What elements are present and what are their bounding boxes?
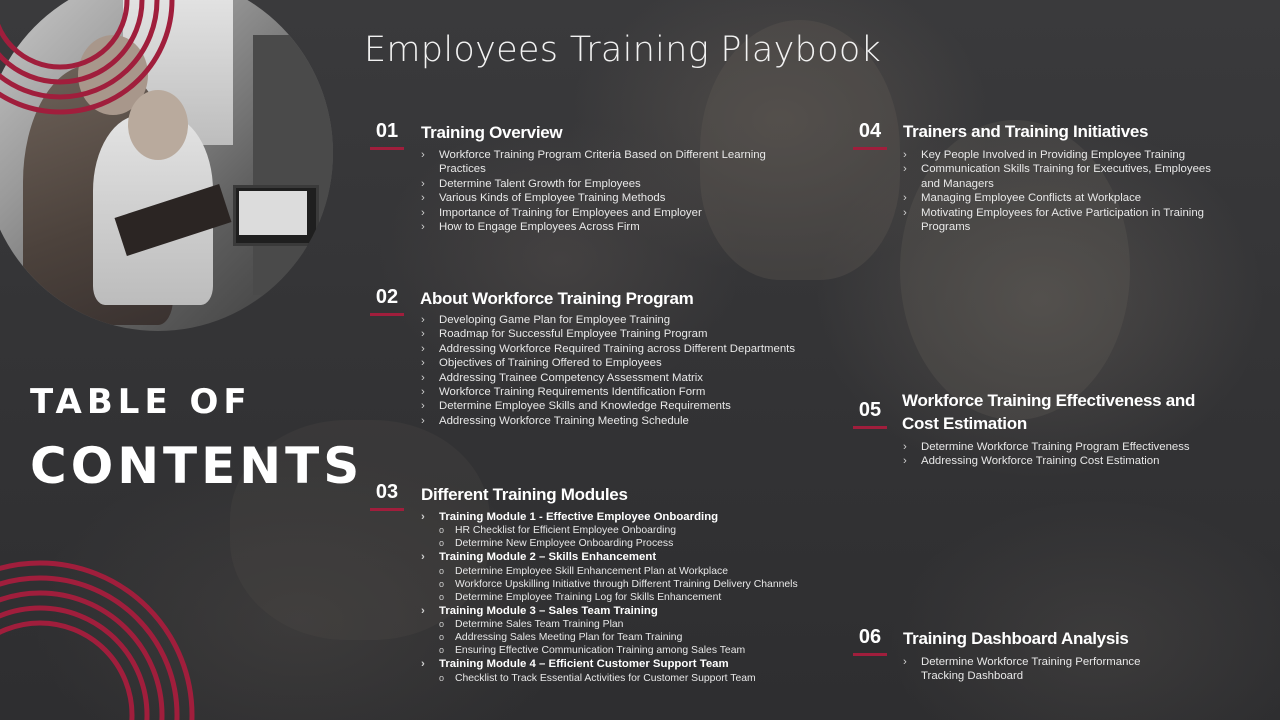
list-item: › Determine Workforce Training Performance Tracking Dashboard [903,655,1173,684]
section-underline [370,313,404,316]
list-item: › Motivating Employees for Active Participation in Training Programs [903,206,1223,235]
list-item: › Various Kinds of Employee Training Methods [421,191,781,205]
sub-item: o Addressing Sales Meeting Plan for Team Training [421,631,841,644]
section-heading: Training Dashboard Analysis [903,629,1129,648]
list-item: › Objectives of Training Offered to Employees [421,356,841,370]
section-underline [853,653,887,656]
list-item: › Communication Skills Training for Executives, Employees and Managers [903,162,1223,191]
list-item: › Developing Game Plan for Employee Training [421,313,841,327]
section-underline [370,147,404,150]
list-item: › Roadmap for Successful Employee Training Program [421,327,841,341]
section-heading: Different Training Modules [421,485,628,504]
list-item: › Determine Talent Growth for Employees [421,177,781,191]
sub-item: o Checklist to Track Essential Activities for Customer Support Team [421,672,841,685]
module-item: › Training Module 1 - Effective Employee Onboarding [421,510,841,524]
sub-item: o Ensuring Effective Communication Training among Sales Team [421,644,841,657]
team-photo [0,0,333,331]
section-underline [853,147,887,150]
list-item: › Addressing Workforce Training Cost Estimation [903,454,1243,468]
decorative-rings-icon [0,555,200,720]
module-item: › Training Module 2 – Skills Enhancement [421,550,841,564]
list-item: › Addressing Workforce Required Training across Different Departments [421,342,841,356]
sub-item: o Determine Sales Team Training Plan [421,618,841,631]
section-list [421,148,781,234]
section-number: 03 [375,481,399,503]
section-number: 06 [858,626,882,648]
section-number: 02 [375,286,399,308]
toc-heading-line2: CONTENTS [30,437,364,495]
module-item: › Training Module 4 – Efficient Customer Support Team [421,657,841,671]
list-item: › Addressing Workforce Training Meeting Schedule [421,414,841,428]
sub-item: o Determine New Employee Onboarding Process [421,537,841,550]
section-list [903,148,1223,234]
list-item: › Workforce Training Requirements Identification Form [421,385,841,399]
list-item: › Importance of Training for Employees and Employer [421,206,781,220]
section-number: 01 [375,120,399,142]
list-item: › Addressing Trainee Competency Assessment Matrix [421,371,841,385]
list-item: › Determine Employee Skills and Knowledge Requirements [421,399,841,413]
section-heading: Trainers and Training Initiatives [903,122,1149,141]
section-list [903,655,1173,684]
section-list [903,440,1243,469]
section-list [421,313,841,428]
list-item: › Determine Workforce Training Program Effectiveness [903,440,1243,454]
page-title: Employees Training Playbook [364,30,882,70]
module-item: › Training Module 3 – Sales Team Training [421,604,841,618]
section-heading: Training Overview [421,123,563,142]
section-heading: About Workforce Training Program [420,289,694,308]
toc-heading-line1: TABLE OF [30,382,252,422]
section-underline [853,426,887,429]
section-number: 05 [858,399,882,421]
list-item: › How to Engage Employees Across Firm [421,220,781,234]
section-heading: Workforce Training Effectiveness and Cost Estimation [902,391,1196,433]
section-underline [370,508,404,511]
sub-item: o HR Checklist for Efficient Employee Onboarding [421,524,841,537]
list-item: › Workforce Training Program Criteria Based on Different Learning Practices [421,148,781,177]
sub-item: o Workforce Upskilling Initiative through Different Training Delivery Channels [421,578,841,591]
sub-item: o Determine Employee Training Log for Skills Enhancement [421,591,841,604]
section-list [421,510,841,685]
sub-item: o Determine Employee Skill Enhancement Plan at Workplace [421,565,841,578]
list-item: › Managing Employee Conflicts at Workplace [903,191,1223,205]
list-item: › Key People Involved in Providing Employee Training [903,148,1223,162]
section-number: 04 [858,120,882,142]
